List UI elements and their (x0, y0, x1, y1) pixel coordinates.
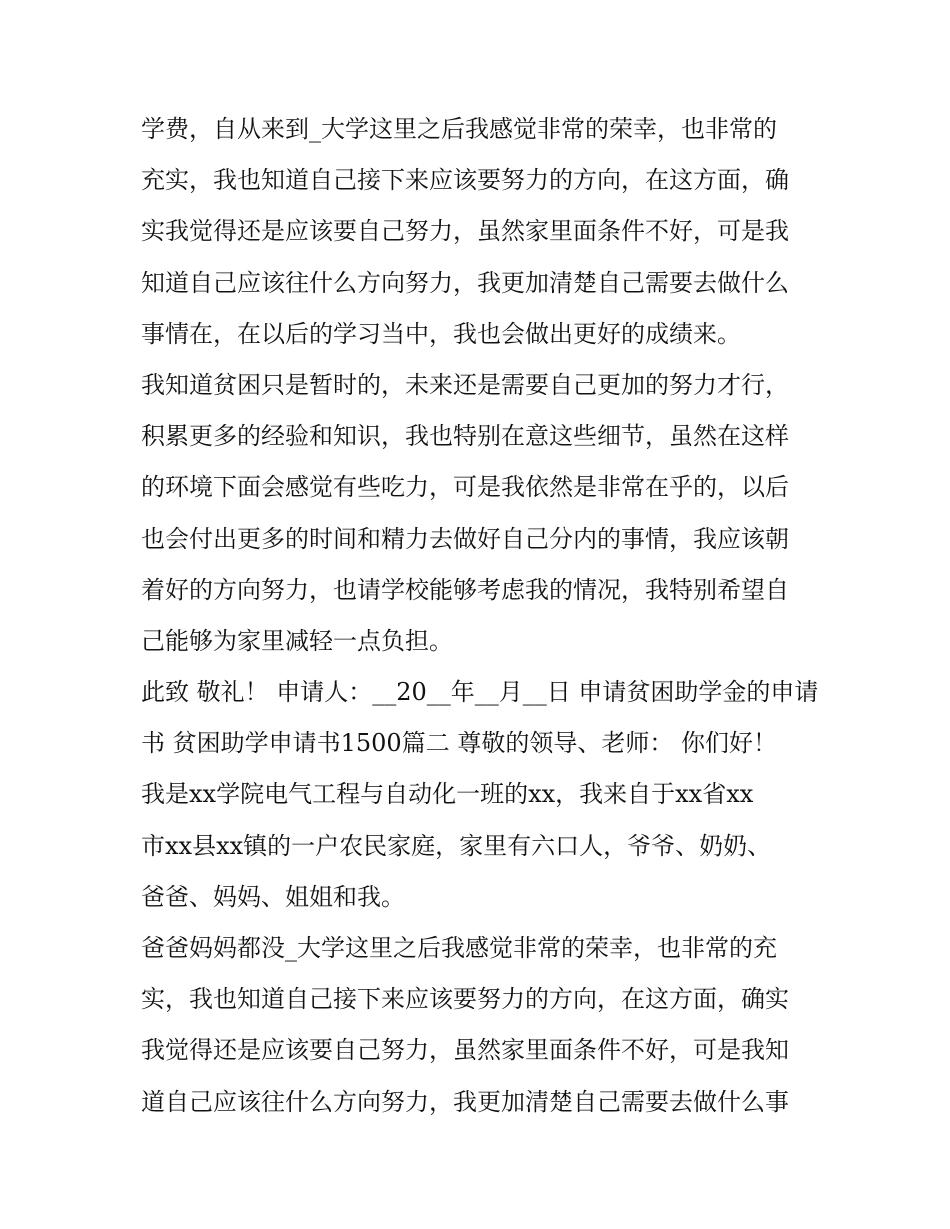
text-line: 己能够为家里减轻一点负担。 (141, 626, 453, 655)
text-line: 爸爸妈妈都没_大学这里之后我感觉非常的荣幸，也非常的充 (141, 934, 777, 962)
text-line: 事情在，在以后的学习当中，我也会做出更好的成绩来。 (141, 319, 741, 348)
text-line: 道自己应该往什么方向努力，我更加清楚自己需要去做什么事 (141, 1087, 789, 1116)
text-line: 着好的方向努力，也请学校能够考虑我的情况，我特别希望自 (141, 575, 789, 604)
text-line: 我知道贫困只是暂时的，未来还是需要自己更加的努力才行， (141, 370, 789, 399)
text-line: 爸爸、妈妈、姐姐和我。 (141, 882, 405, 911)
document-body (141, 104, 821, 1128)
text-line: 市xx县xx镇的一户农民家庭，家里有六口人，爷爷、奶奶、 (141, 831, 772, 860)
text-line: 书 贫困助学申请书1500篇二 尊敬的领导、老师： 你们好！ (141, 729, 777, 758)
text-line: 我觉得还是应该要自己努力，虽然家里面条件不好，可是我知 (141, 1036, 789, 1065)
text-line: 学费，自从来到_大学这里之后我感觉非常的荣幸，也非常的 (141, 115, 777, 143)
text-line: 积累更多的经验和知识，我也特别在意这些细节，虽然在这样 (141, 422, 789, 451)
text-line: 的环境下面会感觉有些吃力，可是我依然是非常在乎的，以后 (141, 473, 789, 502)
text-line: 充实，我也知道自己接下来应该要努力的方向，在这方面，确 (141, 166, 789, 195)
text-line: 实我觉得还是应该要自己努力，虽然家里面条件不好，可是我 (141, 217, 789, 246)
text-line: 知道自己应该往什么方向努力，我更加清楚自己需要去做什么 (141, 268, 789, 297)
text-line: 实，我也知道自己接下来应该要努力的方向，在这方面，确实 (141, 985, 789, 1014)
text-line: 我是xx学院电气工程与自动化一班的xx，我来自于xx省xx (141, 780, 754, 809)
text-line: 也会付出更多的时间和精力去做好自己分内的事情，我应该朝 (141, 524, 789, 553)
text-line: 此致 敬礼！ 申请人：__20__年__月__日 申请贫困助学金的申请 (141, 678, 819, 707)
